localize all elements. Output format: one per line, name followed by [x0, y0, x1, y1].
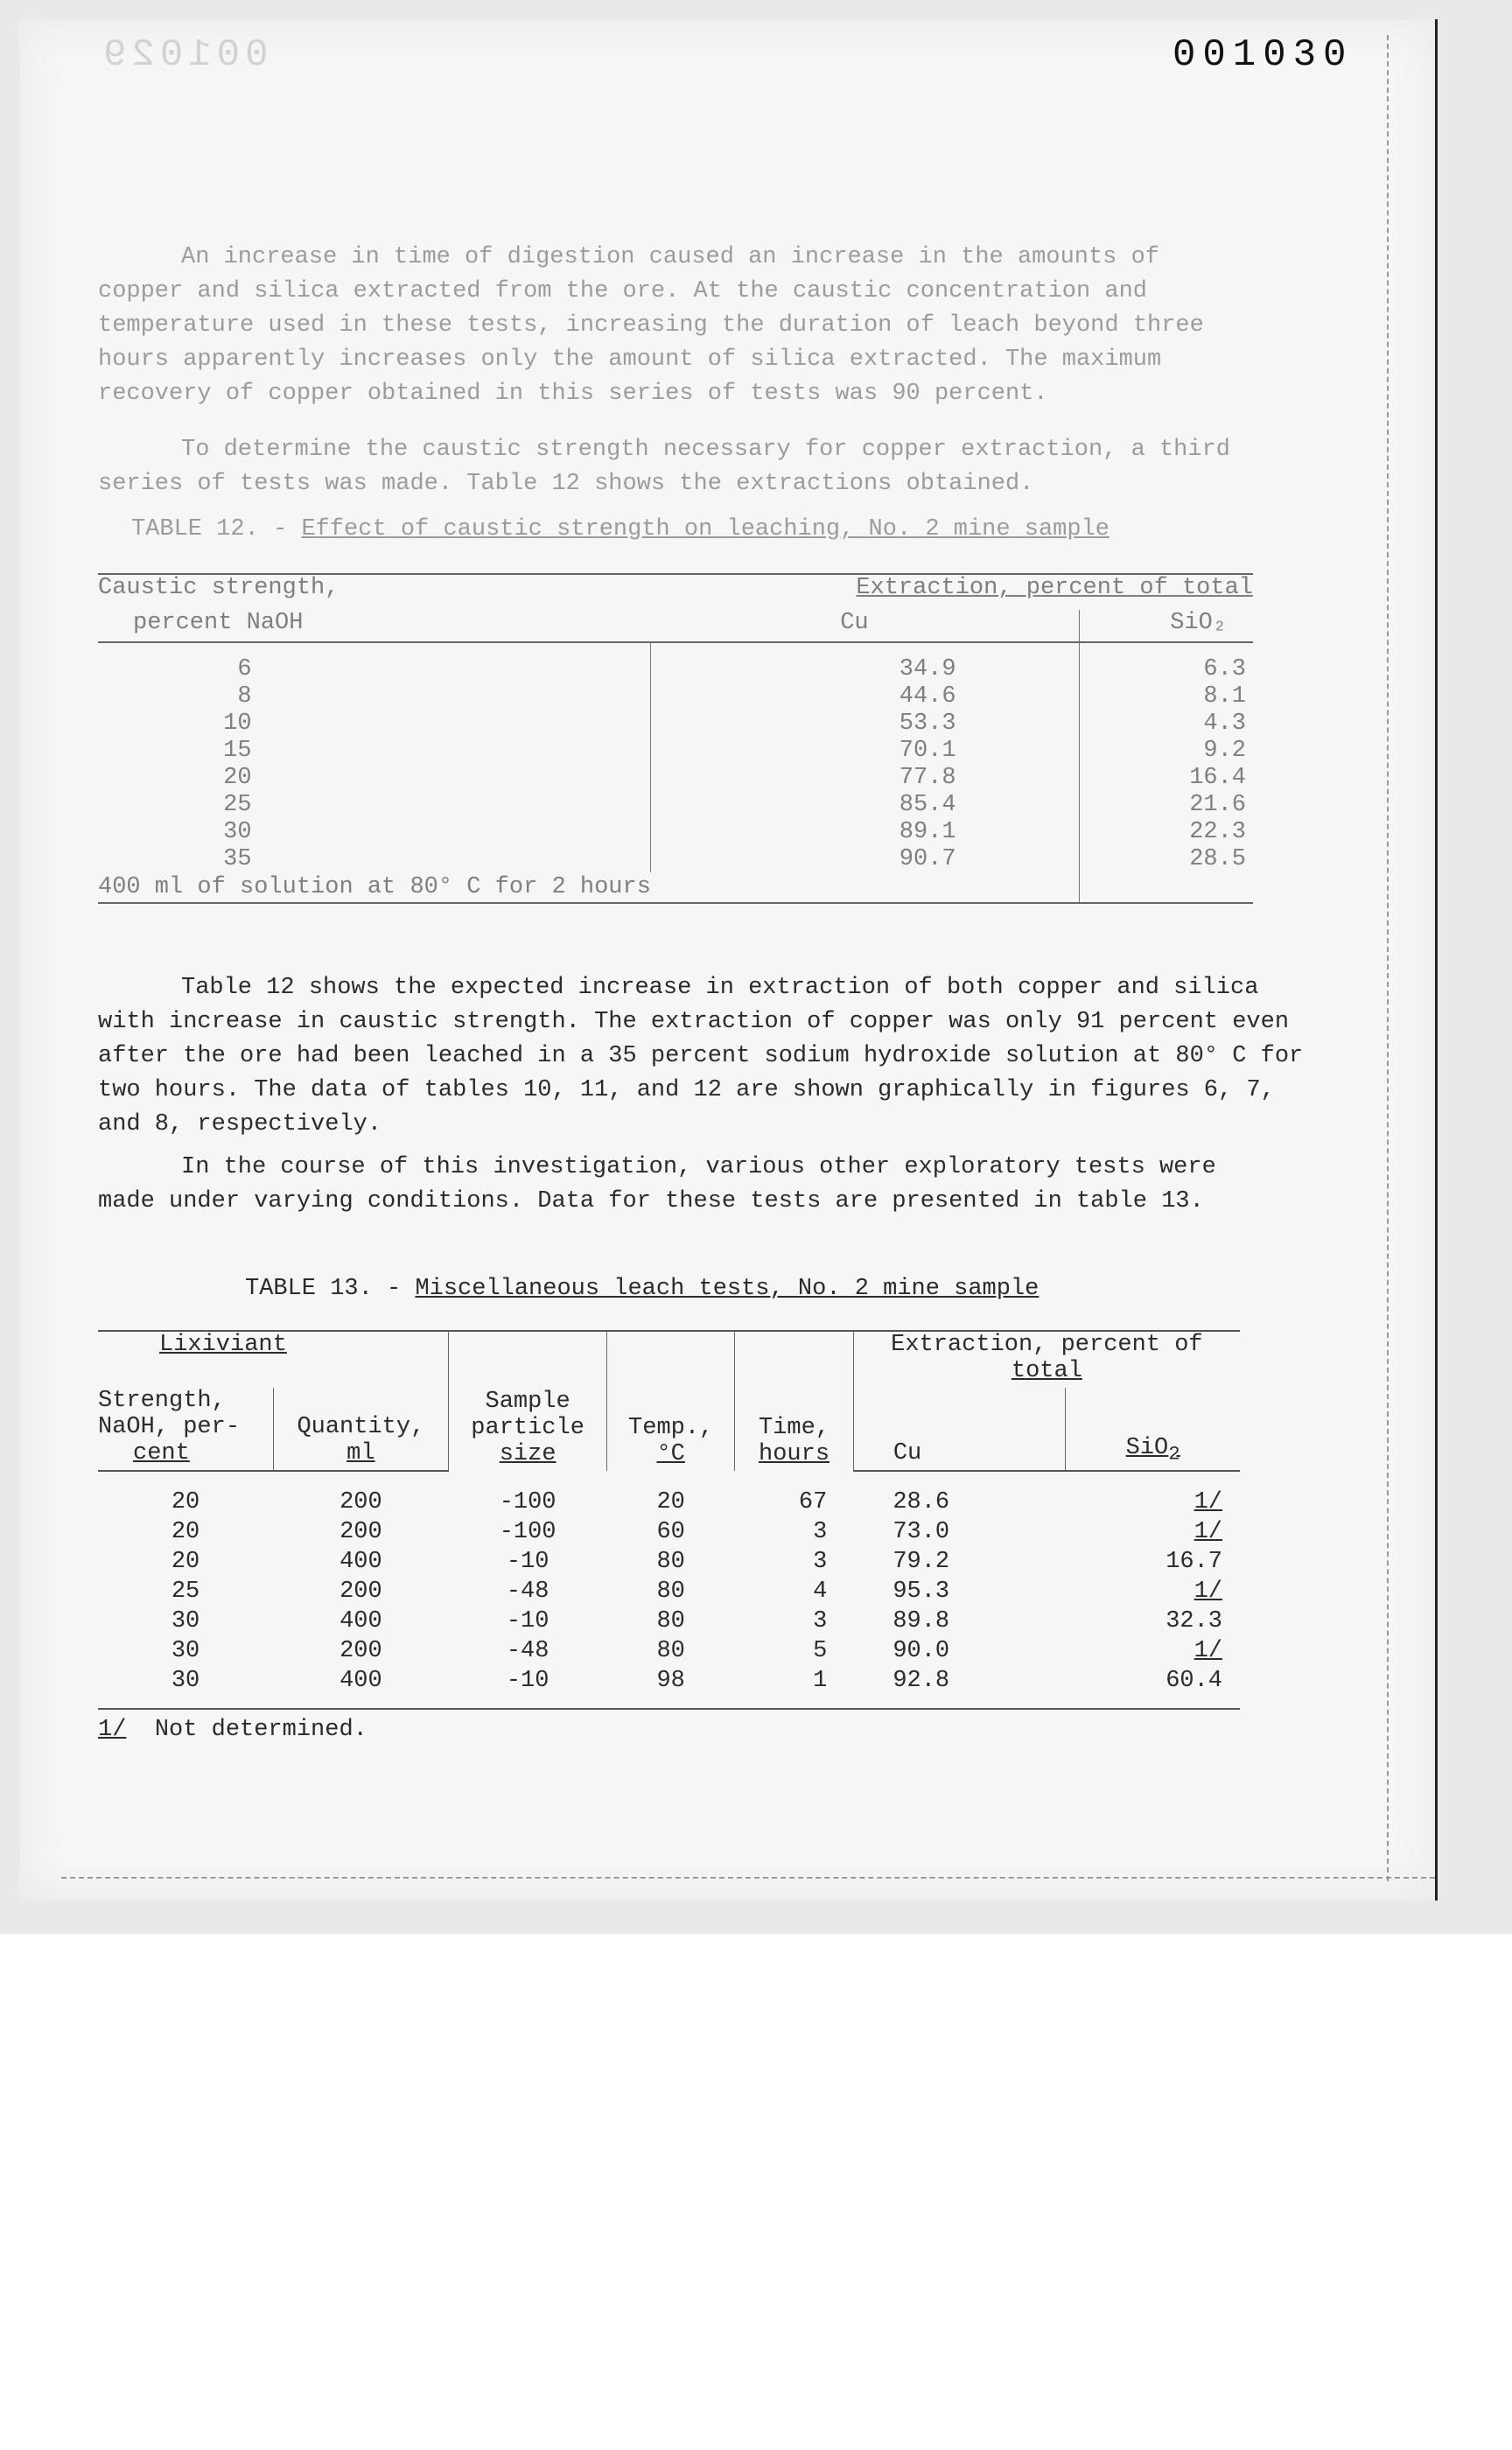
t12-header-extraction: Extraction, percent of total — [651, 574, 1253, 610]
bleed-through-page-number: 001029 — [98, 33, 269, 77]
paragraph-caustic-strength-intro: To determine the caustic strength necessary for copper extraction, a third series of tests was made. Table 12 shows the extractions obtained. — [98, 437, 1230, 497]
t13-header-lixiviant: Lixiviant — [98, 1331, 449, 1388]
table-row: 8 44.6 8.1 — [237, 682, 1246, 710]
t13-header-quantity: Quantity, ml — [273, 1388, 449, 1471]
t13-header-particle-size: Sample particle size — [449, 1331, 607, 1471]
t12-header-strength: Caustic strength, — [98, 574, 651, 610]
table-row: 10 53.3 4.3 — [223, 710, 1246, 737]
t12-header-unit: percent NaOH — [98, 610, 651, 642]
table13-footnote: 1/ Not determined. — [98, 1717, 368, 1743]
t13-header-extraction: Extraction, percent of total — [853, 1331, 1240, 1388]
table-row: 35 90.7 28.5 — [223, 845, 1246, 872]
paragraph-exploratory-tests: In the course of this investigation, various other exploratory tests were made under varying conditions. Data for these tests are presented in table 13. — [98, 1154, 1216, 1214]
paragraph-leach-duration: An increase in time of digestion caused an increase in the amounts of copper and silica extracted from the ore. At the caustic concentration and temperature used in these tests, increasing the duration of leach beyond three hours apparently increases only the amount of silica extracted. The maximum recovery of copper obtained in this series of tests was 90 percent. — [98, 244, 1204, 407]
page-number: 001030 — [1172, 33, 1354, 77]
table-row: 25 200 -48 80 4 95.3 1/ — [171, 1578, 1222, 1605]
table12-caption: TABLE 12. - Effect of caustic strength on leaching, No. 2 mine sample — [131, 516, 1110, 542]
table-row: 30 89.1 22.3 — [223, 818, 1246, 845]
table13-caption: TABLE 13. - Miscellaneous leach tests, No. 2 mine sample — [245, 1276, 1040, 1302]
table-12 — [98, 573, 1253, 904]
t13-header-time: Time, hours — [735, 1331, 854, 1471]
table-row: 20 400 -10 80 3 79.2 16.7 — [171, 1549, 1222, 1575]
table12-footnote: 400 ml of solution at 80° C for 2 hours — [98, 872, 651, 903]
table-row: 30 200 -48 80 5 90.0 1/ — [171, 1638, 1222, 1664]
table12-footnote-row — [98, 872, 1253, 903]
t12-header-sio2: SiO₂ — [1079, 610, 1253, 642]
table-row: 20 77.8 16.4 — [223, 764, 1246, 791]
t13-header-strength: Strength, NaOH, per- cent — [98, 1388, 273, 1471]
table-row: 20 200 -100 20 67 28.6 1/ — [171, 1488, 1222, 1516]
table-13 — [98, 1330, 1240, 1710]
table-row: 6 34.9 6.3 — [98, 642, 1253, 682]
page-border-bottom — [61, 1877, 1435, 1879]
t13-header-temp: Temp., °C — [607, 1331, 735, 1471]
table-row: 30 400 -10 98 1 92.8 60.4 — [98, 1666, 1240, 1709]
table-row: 25 85.4 21.6 — [223, 791, 1246, 818]
t13-header-sio2: SiO$_2$ — [1066, 1388, 1240, 1471]
paragraph-table12-discussion: Table 12 shows the expected increase in extraction of both copper and silica with increase in caustic strength. The extraction of copper was only 91 percent even after the ore had been leached in a 35 percent sodium hydroxide solution at 80° C for two hours. The data of tables 10, 11, and 12 are shown graphically in figures 6, 7, and 8, respectively. — [98, 975, 1304, 1138]
table-row: 30 400 -10 80 3 89.8 32.3 — [171, 1608, 1222, 1634]
table-row: 20 200 -100 60 3 73.0 1/ — [171, 1519, 1222, 1545]
t13-header-cu: Cu — [853, 1388, 1066, 1471]
table-row: 15 70.1 9.2 — [223, 737, 1246, 764]
page-border-right — [1387, 35, 1389, 1881]
t12-header-cu: Cu — [651, 610, 1079, 642]
